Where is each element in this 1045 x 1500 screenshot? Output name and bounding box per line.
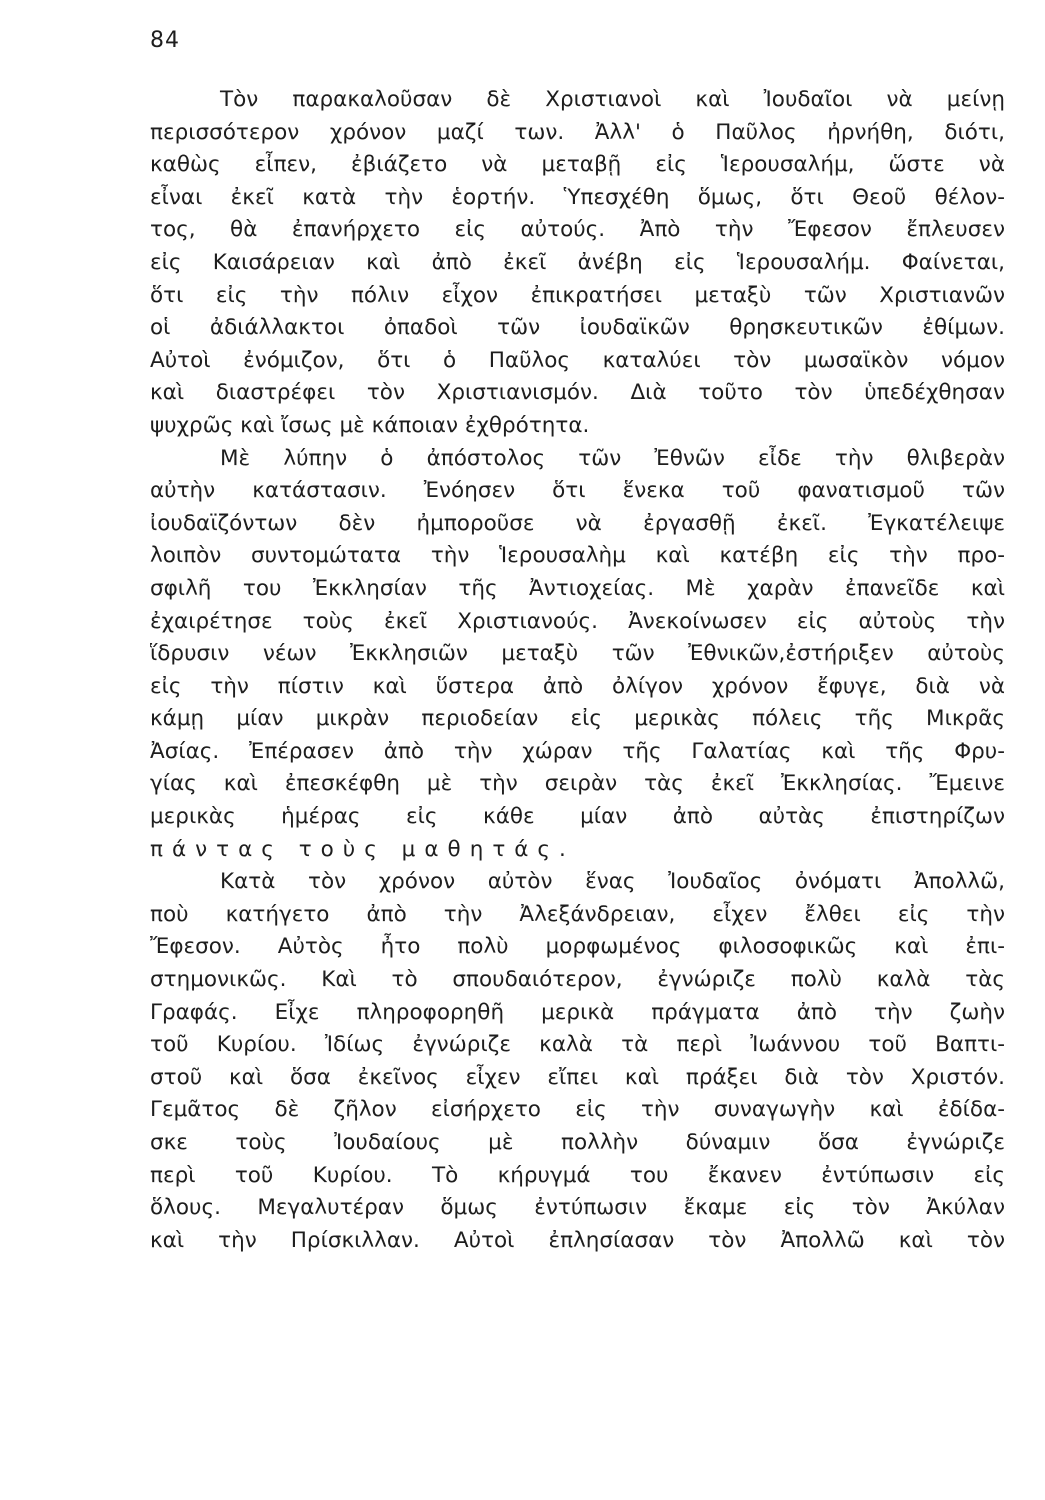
page-number: 84 [150,28,180,53]
text-line: ποὺ κατήγετο ἀπὸ τὴν Ἀλεξάνδρειαν, εἶχεν ἔλθει εἰς τὴν [150,901,1005,927]
text-line: καὶ διαστρέφει τὸν Χριστιανισμόν. Διὰ τοῦτο τὸν ὑπεδέχθησαν [150,380,1005,406]
text-line: καὶ τὴν Πρίσκιλλαν. Αὐτοὶ ἐπλησίασαν τὸν Ἀπολλῶ καὶ τὸν [150,1227,1005,1253]
text-line: καθὼς εἶπεν, ἐβιάζετο νὰ μεταβῇ εἰς Ἱερουσαλήμ, ὥστε νὰ [150,152,1005,178]
text-line: Τὸν παρακαλοῦσαν δὲ Χριστιανοὶ καὶ Ἰουδαῖοι νὰ μείνῃ [220,87,1005,112]
text-line: στοῦ καὶ ὅσα ἐκεῖνος εἶχεν εἴπει καὶ πράξει διὰ τὸν Χριστόν. [150,1064,1005,1090]
text-line: αὐτὴν κατάστασιν. Ἐνόησεν ὅτι ἕνεκα τοῦ φανατισμοῦ τῶν [150,478,1005,504]
text-line: Γραφάς. Εἶχε πληροφορηθῆ μερικὰ πράγματα ἀπὸ τὴν ζωὴν [150,999,1005,1025]
text-line: ἐχαιρέτησε τοὺς ἐκεῖ Χριστιανούς. Ἀνεκοίνωσεν εἰς αὐτοὺς τὴν [150,608,1005,634]
text-line: μερικὰς ἡμέρας εἰς κάθε μίαν ἀπὸ αὐτὰς ἐπιστηρίζων [150,804,1005,830]
text-line: Γεμᾶτος δὲ ζῆλον εἰσήρχετο εἰς τὴν συναγωγὴν καὶ ἐδίδα- [150,1097,1005,1123]
body-text [150,84,1005,1257]
text-line: τοῦ Κυρίου. Ἰδίως ἐγνώριζε καλὰ τὰ περὶ Ἰωάννου τοῦ Βαπτι- [150,1032,1005,1058]
text-line: στημονικῶς. Καὶ τὸ σπουδαιότερον, ἐγνώριζε πολὺ καλὰ τὰς [150,967,1005,993]
text-line: τος, θὰ ἐπανήρχετο εἰς αὐτούς. Ἀπὸ τὴν Ἔφεσον ἔπλευσεν [150,217,1005,243]
text-line: Μὲ λύπην ὁ ἀπόστολος τῶν Ἐθνῶν εἶδε τὴν θλιβερὰν [220,445,1005,471]
text-line: λοιπὸν συντομώτατα τὴν Ἱερουσαλὴμ καὶ κατέβη εἰς τὴν προ- [150,543,1005,569]
text-line: εἶναι ἐκεῖ κατὰ τὴν ἑορτήν. Ὑπεσχέθη ὅμως, ὅτι Θεοῦ θέλον- [150,184,1005,210]
text-line: ὅτι εἰς τὴν πόλιν εἶχον ἐπικρατήσει μεταξὺ τῶν Χριστιανῶν [150,282,1005,308]
text-line: κάμῃ μίαν μικρὰν περιοδείαν εἰς μερικὰς πόλεις τῆς Μικρᾶς [150,706,1005,732]
text-line: Ἀσίας. Ἐπέρασεν ἀπὸ τὴν χώραν τῆς Γαλατίας καὶ τῆς Φρυ- [150,738,1005,764]
text-line: Κατὰ τὸν χρόνον αὐτὸν ἕνας Ἰουδαῖος ὀνόματι Ἀπολλῶ, [220,869,1005,895]
text-line: περὶ τοῦ Κυρίου. Τὸ κήρυγμά του ἔκανεν ἐντύπωσιν εἰς [150,1162,1005,1188]
text-line: Ἔφεσον. Αὐτὸς ἦτο πολὺ μορφωμένος φιλοσοφικῶς καὶ ἐπι- [150,934,1005,960]
text-line: Αὐτοὶ ἐνόμιζον, ὅτι ὁ Παῦλος καταλύει τὸν μωσαϊκὸν νόμον [150,347,1005,373]
text-line: ἰουδαϊζόντων δὲν ἠμποροῦσε νὰ ἐργασθῇ ἐκεῖ. Ἐγκατέλειψε [150,510,1005,536]
text-line: οἱ ἀδιάλλακτοι ὀπαδοὶ τῶν ἰουδαϊκῶν θρησκευτικῶν ἐθίμων. [150,315,1005,341]
text-line: περισσότερον χρόνον μαζί των. Ἀλλ' ὁ Παῦλος ἠρνήθη, διότι, [150,119,1005,145]
text-line: εἰς Καισάρειαν καὶ ἀπὸ ἐκεῖ ἀνέβη εἰς Ἱερουσαλήμ. Φαίνεται, [150,249,1005,275]
text-line: ὅλους. Μεγαλυτέραν ὅμως ἐντύπωσιν ἔκαμε εἰς τὸν Ἀκύλαν [150,1195,1005,1221]
text-line: ἵδρυσιν νέων Ἐκκλησιῶν μεταξὺ τῶν Ἐθνικῶν,ἐστήριξεν αὐτοὺς [150,641,1005,667]
text-line: σφιλῆ του Ἐκκλησίαν τῆς Ἀντιοχείας. Μὲ χαρὰν ἐπανεῖδε καὶ [150,575,1005,601]
text-line: σκε τοὺς Ἰουδαίους μὲ πολλὴν δύναμιν ὅσα ἐγνώριζε [150,1130,1005,1155]
text-line: γίας καὶ ἐπεσκέφθη μὲ τὴν σειρὰν τὰς ἐκεῖ Ἐκκλησίας. Ἔμεινε [150,771,1005,797]
text-line: εἰς τὴν πίστιν καὶ ὕστερα ἀπὸ ὀλίγον χρόνον ἔφυγε, διὰ νὰ [150,673,1005,699]
text-line: ψυχρῶς καὶ ἴσως μὲ κάποιαν ἐχθρότητα. [150,412,590,438]
text-line: πάντας τοὺς μαθητάς. [150,836,575,862]
